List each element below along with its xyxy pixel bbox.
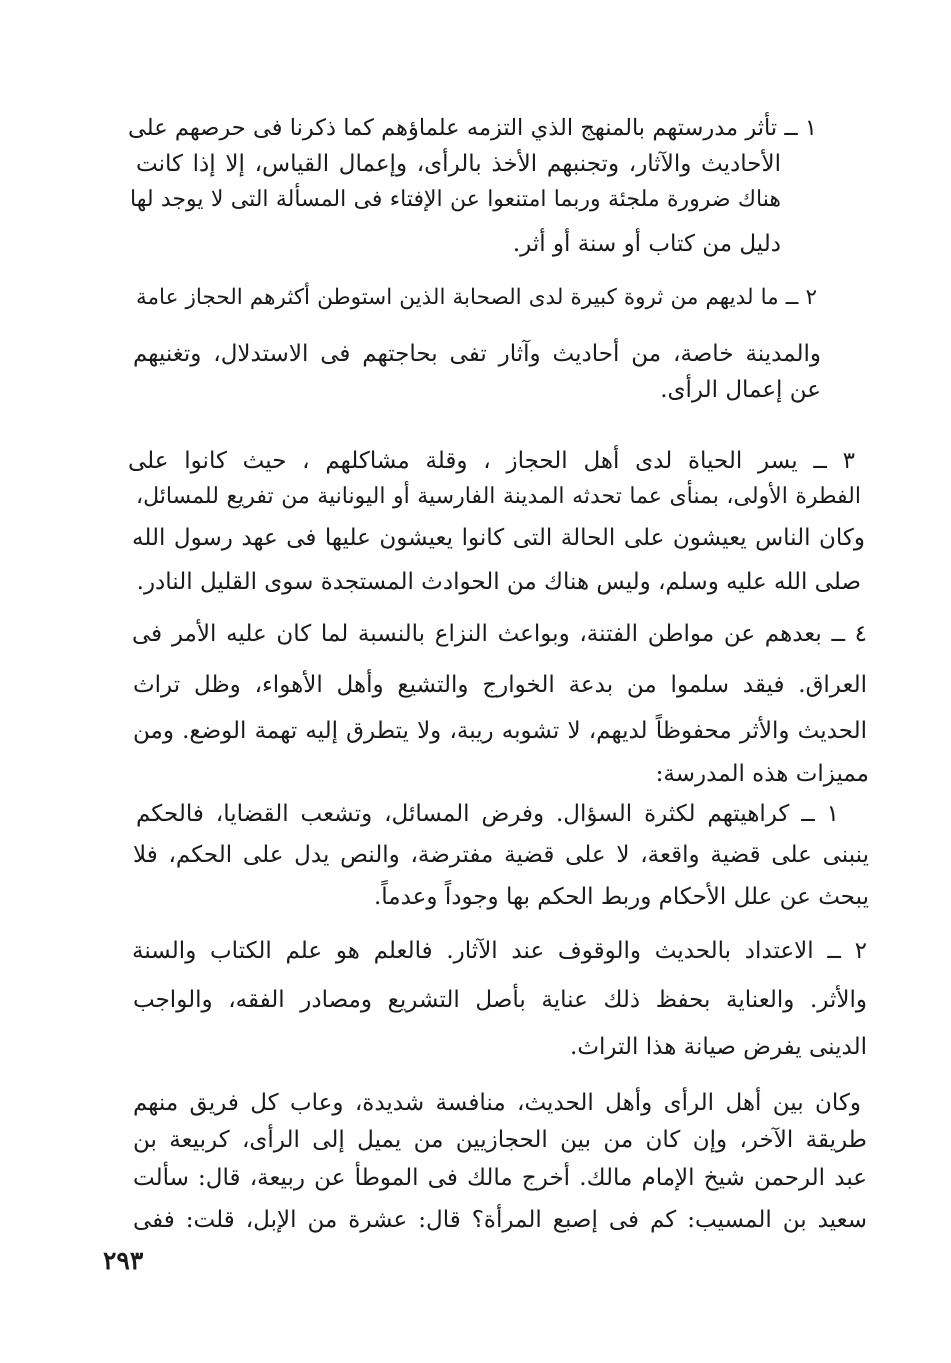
text-line: ٢ ــ ما لديهم من ثروة كبيرة لدى الصحابة الذين استوطن أكثرهم الحجاز عامة	[136, 285, 817, 310]
page-number: ٢٩٣	[103, 1246, 144, 1275]
text-line: والأثر. والعناية بحفظ ذلك عناية بأصل التشريع ومصادر الفقه، والواجب	[133, 987, 867, 1013]
text-line: ١ ــ كراهيتهم لكثرة السؤال. وفرض المسائل، وتشعب القضايا، فالحكم	[136, 801, 839, 827]
text-line: طريقة الآخر، وإن كان من بين الحجازيين من يميل إلى الرأى، كربيعة بن	[133, 1127, 867, 1153]
text-line: عن إعمال الرأى.	[660, 377, 821, 403]
text-line: صلى الله عليه وسلم، وليس هناك من الحوادث المستجدة سوى القليل النادر.	[136, 569, 861, 595]
text-line: الأحاديث والآثار، وتجنبهم الأخذ بالرأى، وإعمال القياس، إلا إذا كانت	[136, 151, 781, 177]
text-line: ٣ ــ يسر الحياة لدى أهل الحجاز ، وقلة مشاكلهم ، حيث كانوا على	[128, 448, 855, 474]
text-line: دليل من كتاب أو سنة أو أثر.	[512, 231, 781, 257]
text-line: مميزات هذه المدرسة:	[655, 761, 869, 787]
text-line: وكان بين أهل الرأى وأهل الحديث، منافسة شديدة، وعاب كل فريق منهم	[133, 1090, 861, 1116]
text-line: سعيد بن المسيب: كم فى إصبع المرأة؟ قال: عشرة من الإبل، قلت: ففى	[133, 1207, 867, 1233]
text-line: العراق. فيقد سلموا من بدعة الخوارج والتشيع وأهل الأهواء، وظل تراث	[133, 672, 867, 698]
text-line: ٢ ــ الاعتداد بالحديث والوقوف عند الآثار. فالعلم هو علم الكتاب والسنة	[132, 938, 867, 964]
text-line: هناك ضرورة ملجئة وربما امتنعوا عن الإفتاء فى المسألة التى لا يوجد لها	[130, 187, 781, 212]
text-line: يبحث عن علل الأحكام وربط الحكم بها وجوداً وعدماً.	[373, 884, 869, 910]
text-line: الفطرة الأولى، بمنأى عما تحدثه المدينة الفارسية أو اليونانية من تفريع للمسائل،	[136, 484, 861, 509]
text-line: ١ ــ تأثر مدرستهم بالمنهج الذي التزمه علماؤهم كما ذكرنا فى حرصهم على	[128, 115, 817, 141]
text-line: الدينى يفرض صيانة هذا التراث.	[570, 1034, 867, 1060]
text-line: ينبنى على قضية واقعة، لا على قضية مفترضة، والنص يدل على الحكم، فلا	[133, 842, 869, 868]
text-line: ٤ ــ بعدهم عن مواطن الفتنة، وبواعث النزاع بالنسبة لما كان عليه الأمر فى	[132, 621, 867, 647]
text-line: والمدينة خاصة، من أحاديث وآثار تفى بحاجتهم فى الاستدلال، وتغنيهم	[133, 341, 821, 367]
text-line: عبد الرحمن شيخ الإمام مالك. أخرج مالك فى الموطأ عن ربيعة، قال: سألت	[133, 1165, 867, 1191]
text-line: الحديث والأثر محفوظاً لديهم، لا تشوبه ريبة، ولا يتطرق إليه تهمة الوضع. ومن	[133, 718, 867, 744]
text-line: وكان الناس يعيشون على الحالة التى كانوا يعيشون عليها فى عهد رسول الله	[132, 525, 865, 551]
